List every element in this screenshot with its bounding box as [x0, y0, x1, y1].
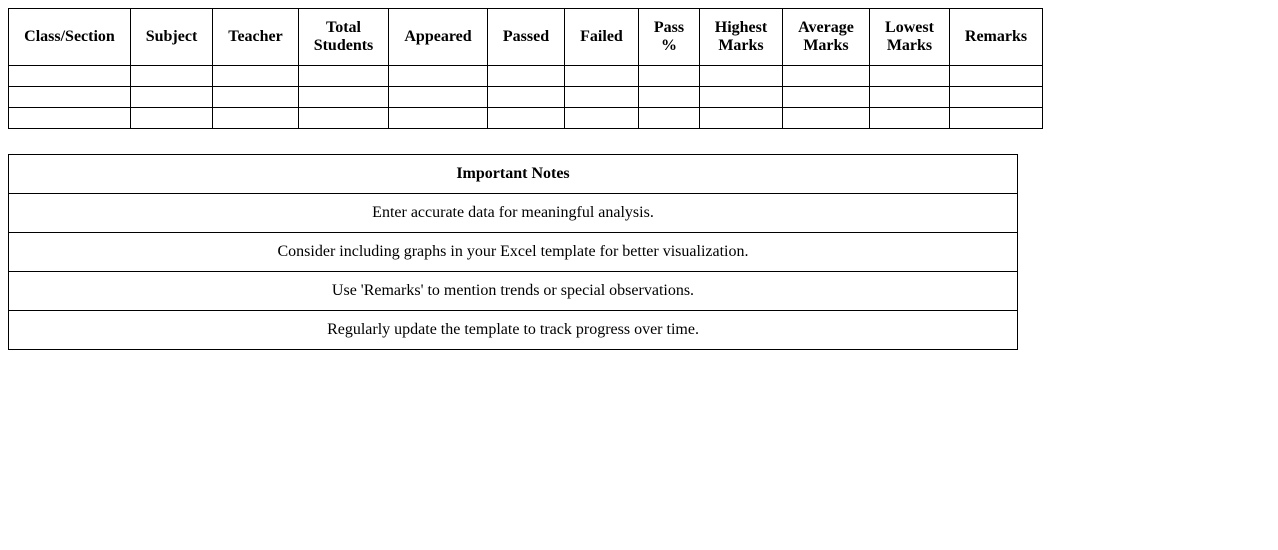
- header-label: Passed: [502, 28, 550, 45]
- note-item: Consider including graphs in your Excel template for better visualization.: [9, 233, 1018, 272]
- header-pass-percent: [639, 9, 700, 66]
- header-label-line1: Pass: [653, 19, 685, 36]
- table-cell[interactable]: [565, 66, 639, 87]
- header-label-line1: Lowest: [885, 19, 934, 36]
- header-label-line1: Average: [798, 19, 854, 36]
- header-appeared: [389, 9, 488, 66]
- table-cell[interactable]: [389, 66, 488, 87]
- table-cell[interactable]: [950, 87, 1043, 108]
- table-cell[interactable]: [639, 87, 700, 108]
- table-row: [9, 87, 1043, 108]
- table-cell[interactable]: [213, 66, 299, 87]
- table-cell[interactable]: [131, 87, 213, 108]
- note-item: Use 'Remarks' to mention trends or special observations.: [9, 272, 1018, 311]
- table-cell[interactable]: [131, 108, 213, 129]
- results-header-row: [9, 9, 1043, 66]
- table-cell[interactable]: [389, 108, 488, 129]
- table-cell[interactable]: [213, 108, 299, 129]
- table-cell[interactable]: [639, 66, 700, 87]
- header-label: Remarks: [964, 28, 1028, 45]
- note-item: Regularly update the template to track progress over time.: [9, 311, 1018, 350]
- table-cell[interactable]: [131, 66, 213, 87]
- table-cell[interactable]: [565, 87, 639, 108]
- header-label-line2: %: [661, 37, 677, 54]
- table-cell[interactable]: [870, 66, 950, 87]
- table-cell[interactable]: [950, 66, 1043, 87]
- table-cell[interactable]: [488, 87, 565, 108]
- header-label-line2: Marks: [886, 37, 933, 54]
- table-cell[interactable]: [213, 87, 299, 108]
- table-cell[interactable]: [299, 108, 389, 129]
- header-passed: [488, 9, 565, 66]
- notes-table: [8, 154, 1018, 350]
- header-label-line2: Marks: [803, 37, 849, 54]
- table-cell[interactable]: [488, 66, 565, 87]
- header-average-marks: [783, 9, 870, 66]
- table-cell[interactable]: [299, 66, 389, 87]
- note-row: [9, 311, 1018, 350]
- table-row: [9, 66, 1043, 87]
- header-total-students: [299, 9, 389, 66]
- table-cell[interactable]: [9, 87, 131, 108]
- table-cell[interactable]: [9, 66, 131, 87]
- table-row: [9, 108, 1043, 129]
- table-cell[interactable]: [870, 87, 950, 108]
- note-row: [9, 272, 1018, 311]
- header-lowest-marks: [870, 9, 950, 66]
- table-cell[interactable]: [783, 66, 870, 87]
- header-label: Failed: [580, 28, 623, 45]
- header-label-line1: Total: [326, 19, 361, 36]
- note-row: [9, 194, 1018, 233]
- table-cell[interactable]: [9, 108, 131, 129]
- note-row: [9, 233, 1018, 272]
- header-failed: [565, 9, 639, 66]
- table-cell[interactable]: [870, 108, 950, 129]
- header-label: Subject: [145, 28, 198, 45]
- table-cell[interactable]: [783, 108, 870, 129]
- header-label-line2: Students: [313, 37, 374, 54]
- table-cell[interactable]: [389, 87, 488, 108]
- notes-header-row: [9, 155, 1018, 194]
- results-table: [8, 8, 1043, 129]
- header-label-line1: Highest: [714, 19, 768, 36]
- table-cell[interactable]: [299, 87, 389, 108]
- note-item: Enter accurate data for meaningful analysis.: [9, 194, 1018, 233]
- header-label: Teacher: [228, 28, 283, 45]
- header-label-line2: Marks: [718, 37, 764, 54]
- table-cell[interactable]: [783, 87, 870, 108]
- table-cell[interactable]: [700, 108, 783, 129]
- header-teacher: [213, 9, 299, 66]
- header-highest-marks: [700, 9, 783, 66]
- table-cell[interactable]: [700, 87, 783, 108]
- header-subject: [131, 9, 213, 66]
- table-cell[interactable]: [700, 66, 783, 87]
- table-cell[interactable]: [950, 108, 1043, 129]
- table-cell[interactable]: [639, 108, 700, 129]
- header-class-section: [9, 9, 131, 66]
- table-cell[interactable]: [565, 108, 639, 129]
- table-cell[interactable]: [488, 108, 565, 129]
- header-remarks: [950, 9, 1043, 66]
- notes-title: Important Notes: [9, 155, 1018, 194]
- header-label: Appeared: [404, 28, 472, 45]
- header-label: Class/Section: [24, 28, 115, 45]
